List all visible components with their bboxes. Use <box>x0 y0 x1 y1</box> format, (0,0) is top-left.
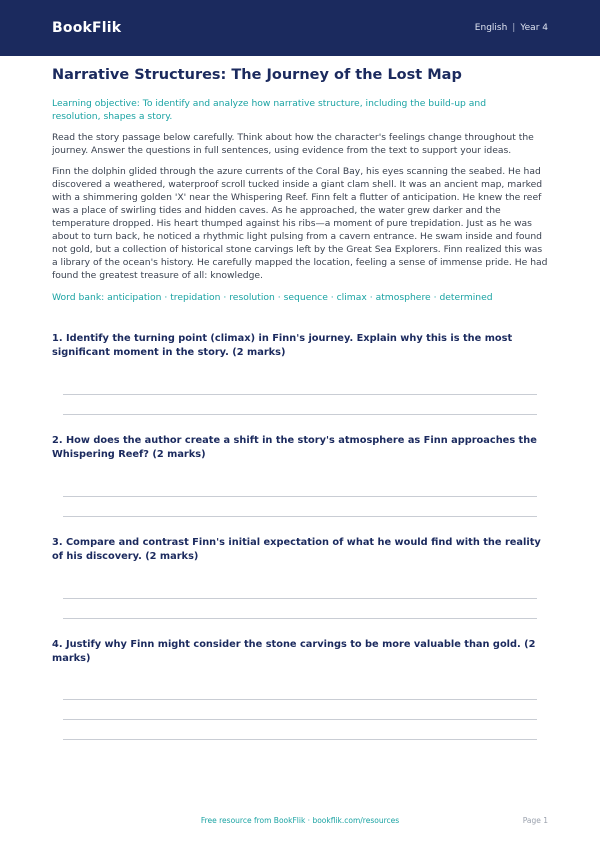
story-passage: Finn the dolphin glided through the azure currents of the Coral Bay, his eyes scanning the seabed. He had discovered a weathered, waterproof scroll tucked inside a giant clam shell. It was an ancient map, marked with a shimmering golden 'X' near the Whispering Reef. Finn felt a flutter of anticipation. He knew the reef was a place of swirling tides and hidden caves. As he approached, the water grew darker and the temperature dropped. His heart thumped against his ribs—a moment of pure trepidation. Just as he was about to turn back, he noticed a rhythmic light pulsing from a cavern entrance. He swam inside and found not gold, but a collection of historical stone carvings left by the Great Sea Explorers. Finn realized this was a library of the ocean's history. He carefully mapped the location, feeling a sense of immense pride. He had found the greatest treasure of all: knowledge. <box>52 166 548 281</box>
question-1 <box>52 332 548 360</box>
subject-label: English <box>474 23 508 33</box>
footer-credit[interactable]: Free resource from BookFlik · bookflik.com/resources <box>200 816 400 825</box>
question-2-text: 2. How does the author create a shift in the story's atmosphere as Finn approaches the Whispering Reef? (2 marks) <box>52 435 537 460</box>
answer-line[interactable] <box>63 598 537 599</box>
worksheet-title: Narrative Structures: The Journey of the Lost Map <box>52 67 462 83</box>
answer-line[interactable] <box>63 394 537 395</box>
answer-line[interactable] <box>63 414 537 415</box>
answer-line[interactable] <box>63 739 537 740</box>
answer-line[interactable] <box>63 719 537 720</box>
question-4-text: 4. Justify why Finn might consider the stone carvings to be more valuable than gold. (2 marks) <box>52 639 536 664</box>
answer-line[interactable] <box>63 496 537 497</box>
answer-line[interactable] <box>63 699 537 700</box>
header-meta <box>475 23 548 33</box>
question-2 <box>52 434 548 462</box>
word-bank: Word bank: anticipation · trepidation · resolution · sequence · climax · atmosphere · determined <box>52 292 493 303</box>
brand-logo-text[interactable]: BookFlik <box>52 20 122 36</box>
question-4 <box>52 638 548 666</box>
learning-objective: Learning objective: To identify and analyze how narrative structure, including the build-up and resolution, shapes a story. <box>52 98 487 122</box>
meta-separator: | <box>512 23 516 33</box>
question-1-text: 1. Identify the turning point (climax) in Finn's journey. Explain why this is the most significant moment in the story. (2 marks) <box>52 333 513 358</box>
year-label: Year 4 <box>520 23 548 33</box>
answer-line[interactable] <box>63 618 537 619</box>
question-3 <box>52 536 548 564</box>
page-number: Page 1 <box>522 816 548 825</box>
instructions-text: Read the story passage below carefully. Think about how the character's feelings change throughout the journey. Answer the questions in full sentences, using evidence from the text to support your ideas. <box>52 132 534 156</box>
top-header-bar <box>0 0 600 56</box>
answer-line[interactable] <box>63 516 537 517</box>
page-footer <box>0 816 600 828</box>
worksheet-intro <box>52 64 548 304</box>
question-3-text: 3. Compare and contrast Finn's initial expectation of what he would find with the reality of his discovery. (2 marks) <box>52 537 541 562</box>
